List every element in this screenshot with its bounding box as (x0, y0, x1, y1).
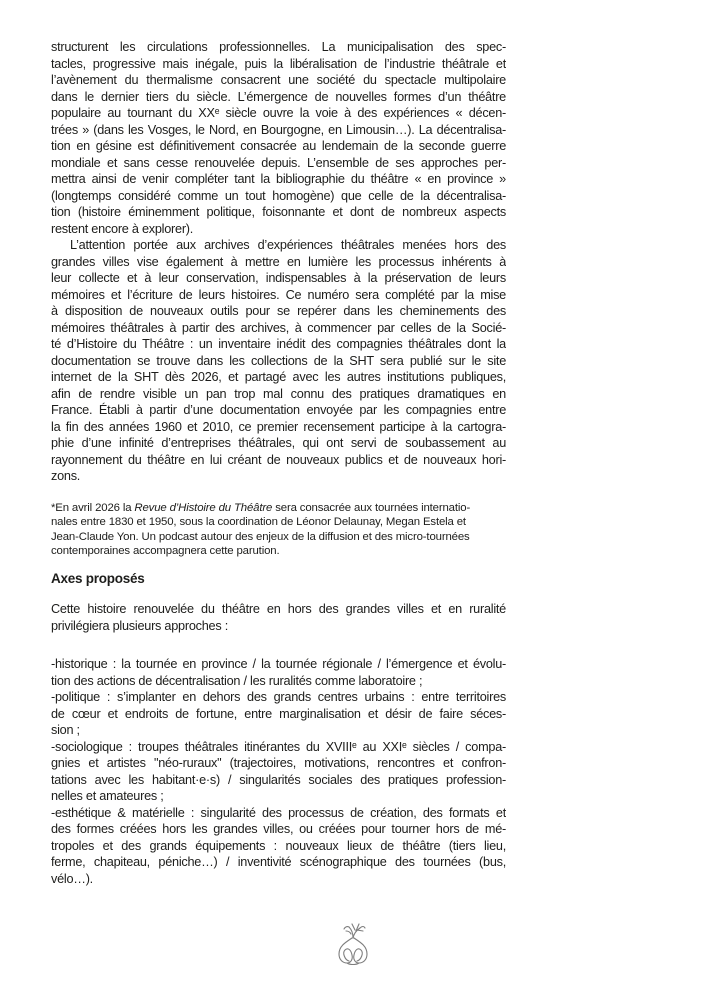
text-line: tations avec les habitant·e·s) / singularités sociales des pratiques profession- (51, 772, 506, 787)
text-line: contemporaines accompagnera cette parution. (51, 545, 280, 557)
journal-title-italic: Revue d’Histoire du Théâtre (134, 501, 273, 514)
text-line (51, 501, 506, 516)
text-line: tacles, progressive mais inégale, puis la libéralisation de l’industrie théâtrale et (51, 56, 506, 71)
ornament-icon (332, 922, 374, 968)
text-line: de cœur et endroits de fortune, entre marginalisation et désir de faire séces- (51, 706, 506, 721)
text-line: mondiale et sans cesse renouvelée depuis. L’ensemble de ses approches per- (51, 155, 506, 170)
text-line: afin de rendre visible un pan trop mal connu des pratiques dramatiques en (51, 386, 506, 401)
axis-item-sociologique (51, 739, 506, 805)
text-line: rayonnement du théâtre en lui créant de nouveaux publics et de nouveaux hori- (51, 452, 506, 467)
text-line: tion des actions de décentralisation / les ruralités comme laboratoire ; (51, 673, 423, 688)
text-line: l’avènement du thermalisme consacrent une société du spectacle multipolaire (51, 73, 506, 87)
axis-item-esthetique-materielle (51, 805, 506, 888)
text-segment: sera consacrée aux tournées internatio- (272, 501, 471, 514)
text-line: L’attention portée aux archives d’expériences théâtrales menées hors des (70, 238, 506, 252)
text-line: tion en gésine est définitivement consacrée au lendemain de la seconde guerre (51, 139, 506, 153)
text-line: ferme, chapiteau, péniche…) / inventivité scénographique des tournées (bus, (51, 855, 506, 869)
text-line: zons. (51, 469, 81, 483)
text-line: leur collecte et à leur conservation, indispensables à la préservation de leurs (51, 271, 506, 285)
text-line: France. Établi à partir d’une documentation envoyée par les compagnies entre (51, 403, 506, 417)
text-line: nales entre 1830 et 1950, sous la coordination de Léonor Delaunay, Megan Estela et (51, 516, 466, 528)
text-line: trées » (dans les Vosges, le Nord, en Bourgogne, en Limousin…). La décentralisa- (51, 122, 506, 137)
body-paragraph-1 (51, 39, 506, 237)
text-line: (longtemps considéré comme un tout homogène) que celle de la décentralisa- (51, 188, 506, 203)
text-line: des formes créées hors les grandes villes, ou créées pour tourner hors de mé- (51, 822, 506, 836)
text-line: structurent les circulations professionnelles. La municipalisation des spec- (51, 40, 506, 54)
section-heading: Axes proposés (51, 570, 145, 586)
text-line: gnies et artistes "néo-ruraux" (trajectoires, motivations, rencontres et confron- (51, 756, 506, 770)
text-line: -sociologique : troupes théâtrales itinérantes du XVIIIᵉ au XXIᵉ siècles / compa- (51, 739, 506, 754)
text-line: tropoles et des grands équipements : nouveaux lieux de théâtre (tiers lieu, (51, 838, 506, 853)
axis-item-politique (51, 689, 506, 739)
text-line: vélo…). (51, 871, 93, 886)
text-line: à disposition de nouveaux outils pour se repérer dans les cheminements des (51, 304, 506, 318)
text-line: mettra ainsi de venir compléter tant la bibliographie du théâtre « en province » (51, 172, 506, 186)
text-line: nelles et amateures ; (51, 789, 164, 803)
publisher-ornament-logo (332, 922, 374, 968)
text-line: internet de la SHT dès 2026, et partagé avec les autres institutions publiques, (51, 370, 506, 384)
text-column (51, 39, 506, 887)
body-paragraph-2 (51, 237, 506, 485)
text-line: sion ; (51, 723, 80, 737)
intro-paragraph (51, 601, 506, 634)
text-line: mémoires théâtrales à partir des archives, à commencer par celles de la Socié- (51, 320, 506, 335)
text-line: Cette histoire renouvelée du théâtre en hors des grandes villes et en ruralité (51, 602, 506, 616)
text-line: phie d’une infinité d’entreprises théâtrales, qui ont servi de soubassement au (51, 436, 506, 450)
text-line: restent encore à explorer). (51, 221, 194, 236)
text-line: dans le dernier tiers du siècle. L’émergence de nouvelles formes d’un théâtre (51, 89, 506, 104)
text-line: populaire au tournant du XXᵉ siècle ouvre la voie à des expériences « décen- (51, 106, 506, 120)
text-line: mémoires et l’écriture de leurs histoires. Ce numéro sera complété par la mise (51, 287, 506, 302)
footnote (51, 501, 506, 559)
text-line: Jean-Claude Yon. Un podcast autour des enjeux de la diffusion et des micro-tournées (51, 530, 470, 543)
text-line: grandes villes vise également à mettre en lumière les processus inhérents à (51, 254, 506, 269)
text-line: té d’Histoire du Théâtre : un inventaire inédit des compagnies théâtrales dont la (51, 337, 506, 351)
text-line: la fin des années 1960 et 2010, ce premier recensement participe à la cartogra- (51, 419, 506, 434)
text-segment: *En avril 2026 la (51, 501, 135, 514)
text-line: -politique : s’implanter en dehors des grands centres urbains : entre territoires (51, 690, 506, 704)
text-line: privilégiera plusieurs approches : (51, 618, 228, 633)
axes-list (51, 656, 506, 887)
text-line: tion (histoire éminemment politique, foisonnante et dont de nombreux aspects (51, 205, 506, 219)
axis-item-historique (51, 656, 506, 689)
text-line: -historique : la tournée en province / la tournée régionale / l’émergence et évolu- (51, 657, 506, 671)
text-line: documentation se trouve dans les collections de la SHT sera publié sur le site (51, 353, 506, 368)
text-line: -esthétique & matérielle : singularité des processus de création, des formats et (51, 805, 506, 820)
